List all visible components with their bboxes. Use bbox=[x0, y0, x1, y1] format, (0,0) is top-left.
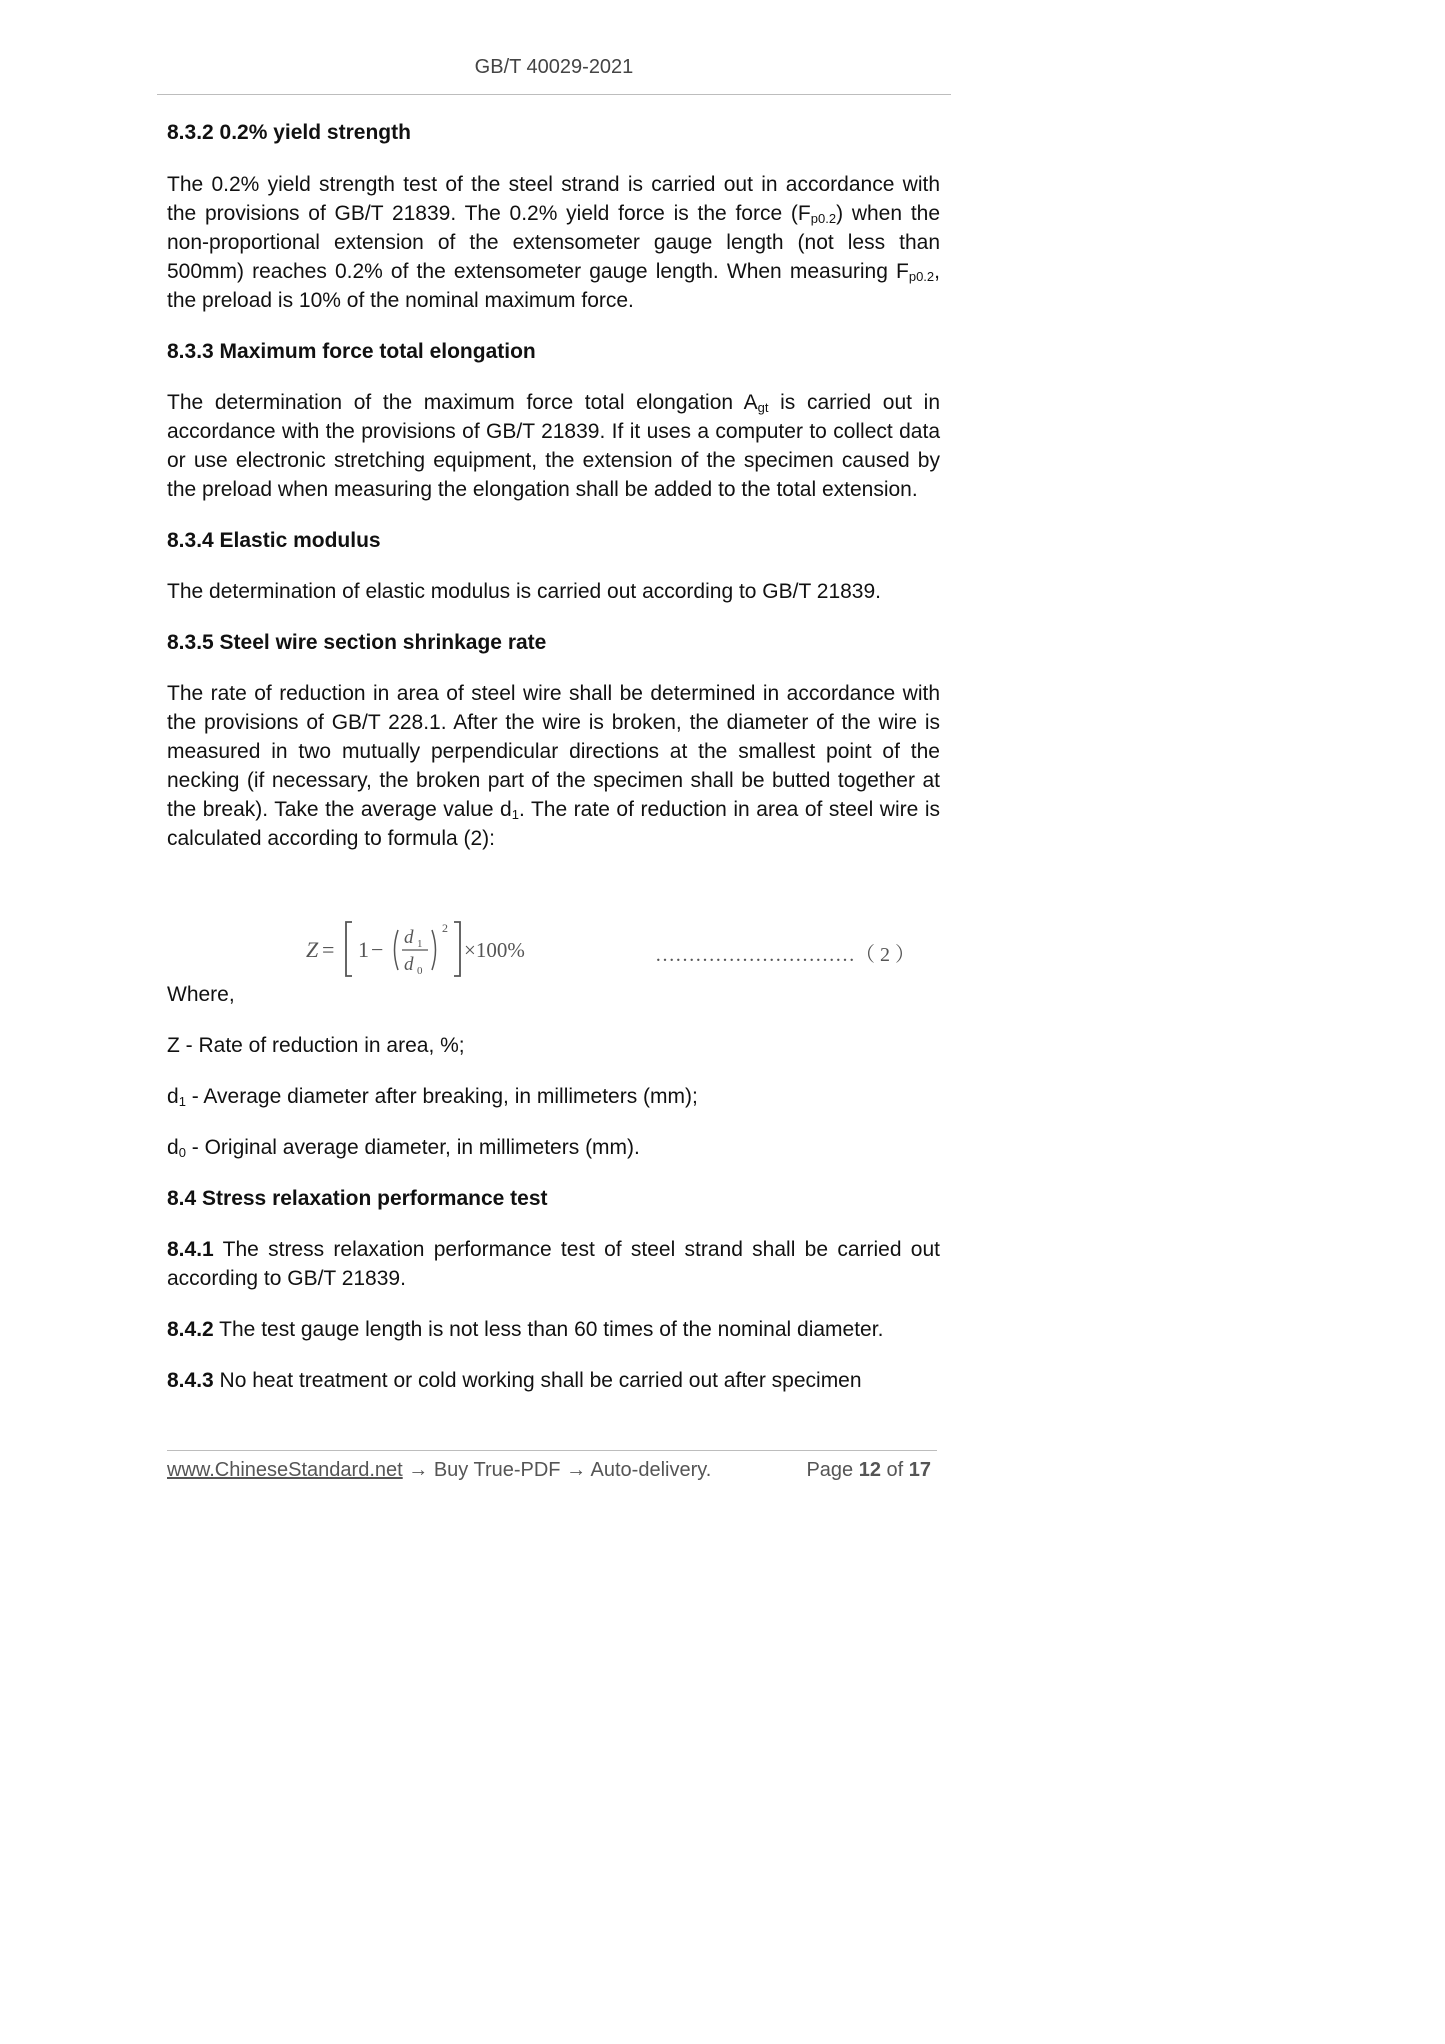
formula-d1-sub: 1 bbox=[417, 938, 423, 950]
formula-one: 1 bbox=[358, 937, 369, 962]
left-bracket bbox=[346, 922, 352, 976]
paragraph-8-4-3: 8.4.3 No heat treatment or cold working shall be carried out after specimen bbox=[167, 1369, 862, 1392]
paragraph-8-4-1: 8.4.1 The stress relaxation performance test of steel strand shall be carried out according to GB/T 21839. bbox=[167, 1238, 940, 1290]
left-paren bbox=[395, 930, 399, 970]
formula-d0: d bbox=[404, 954, 414, 975]
section-heading-8-3-2: 8.3.2 0.2% yield strength bbox=[167, 121, 411, 144]
paragraph-yield-strength: The 0.2% yield strength test of the steel strand is carried out in accordance with the provisions of GB/T 21839. The 0.2% yield force is the force $(F_{p0.2})$ when the non-proportional extension of the extensometer gauge length (not less than 500mm) reaches 0.2% of the extensometer gauge length. When measuring $F_{p0.2}$, the preload is 10% of the nominal maximum force. bbox=[167, 173, 941, 312]
paragraph-shrinkage-rate: The rate of reduction in area of steel wire shall be determined in accordance with the provisions of GB/T 228.1. After the wire is broken, the diameter of the wire is measured in two mutually perpendicular directions at the smallest point of the necking (if necessary, the broken part of the specimen shall be butted together at the break). Take the average value $d_1$. The rate of reduction in area of steel wire is calculated according to formula (2): bbox=[167, 682, 940, 850]
current-page: 12 bbox=[858, 1459, 881, 1481]
right-bracket bbox=[454, 922, 460, 976]
footer-left bbox=[167, 1459, 711, 1482]
where-d1: $d_1$ - Average diameter after breaking, in millimeters (mm); bbox=[167, 1085, 698, 1109]
formula-d1: d bbox=[404, 927, 414, 948]
formula-z: Z bbox=[306, 937, 319, 962]
page-content bbox=[167, 118, 940, 1395]
where-z: Z - Rate of reduction in area, %; bbox=[167, 1034, 465, 1057]
website-link[interactable]: www.ChineseStandard.net bbox=[167, 1459, 403, 1481]
paragraph-total-elongation: The determination of the maximum force total elongation $A_{gt}$ is carried out in accordance with the provisions of GB/T 21839. If it uses a computer to collect data or use electronic stretching equipment, the extension of the specimen caused by the preload when measuring the elongation shall be added to the total extension. bbox=[167, 391, 941, 501]
section-heading-8-4: 8.4 Stress relaxation performance test bbox=[167, 1187, 548, 1210]
section-heading-8-3-5: 8.3.5 Steel wire section shrinkage rate bbox=[167, 631, 547, 654]
footer-tagline: → Buy True-PDF → Auto-delivery. bbox=[402, 1459, 712, 1481]
document-id: GB/T 40029-2021 bbox=[474, 56, 634, 78]
where-d0: $d_0$ - Original average diameter, in millimeters (mm). bbox=[167, 1136, 640, 1160]
page-header bbox=[157, 54, 951, 95]
section-heading-8-3-3: 8.3.3 Maximum force total elongation bbox=[167, 340, 536, 363]
formula-number: …………………………（ 2 ） bbox=[655, 944, 915, 966]
formula-2 bbox=[300, 918, 940, 984]
formula-exponent: 2 bbox=[442, 921, 448, 935]
formula-graphic bbox=[300, 918, 560, 984]
right-paren bbox=[432, 930, 436, 970]
paragraph-8-4-2: 8.4.2 The test gauge length is not less than 60 times of the nominal diameter. bbox=[167, 1318, 884, 1341]
page-footer bbox=[167, 1450, 937, 1491]
formula-minus: − bbox=[371, 937, 384, 962]
total-pages: 17 bbox=[908, 1459, 931, 1481]
paragraph-elastic-modulus: The determination of elastic modulus is carried out according to GB/T 21839. bbox=[167, 580, 881, 603]
page-indicator: Page 12 of 17 bbox=[806, 1459, 931, 1481]
formula-times-100: ×100% bbox=[464, 938, 525, 962]
formula-d0-sub: 0 bbox=[417, 965, 423, 977]
formula-equals: = bbox=[322, 937, 335, 962]
section-heading-8-3-4: 8.3.4 Elastic modulus bbox=[167, 529, 381, 552]
where-label: Where, bbox=[167, 983, 235, 1006]
